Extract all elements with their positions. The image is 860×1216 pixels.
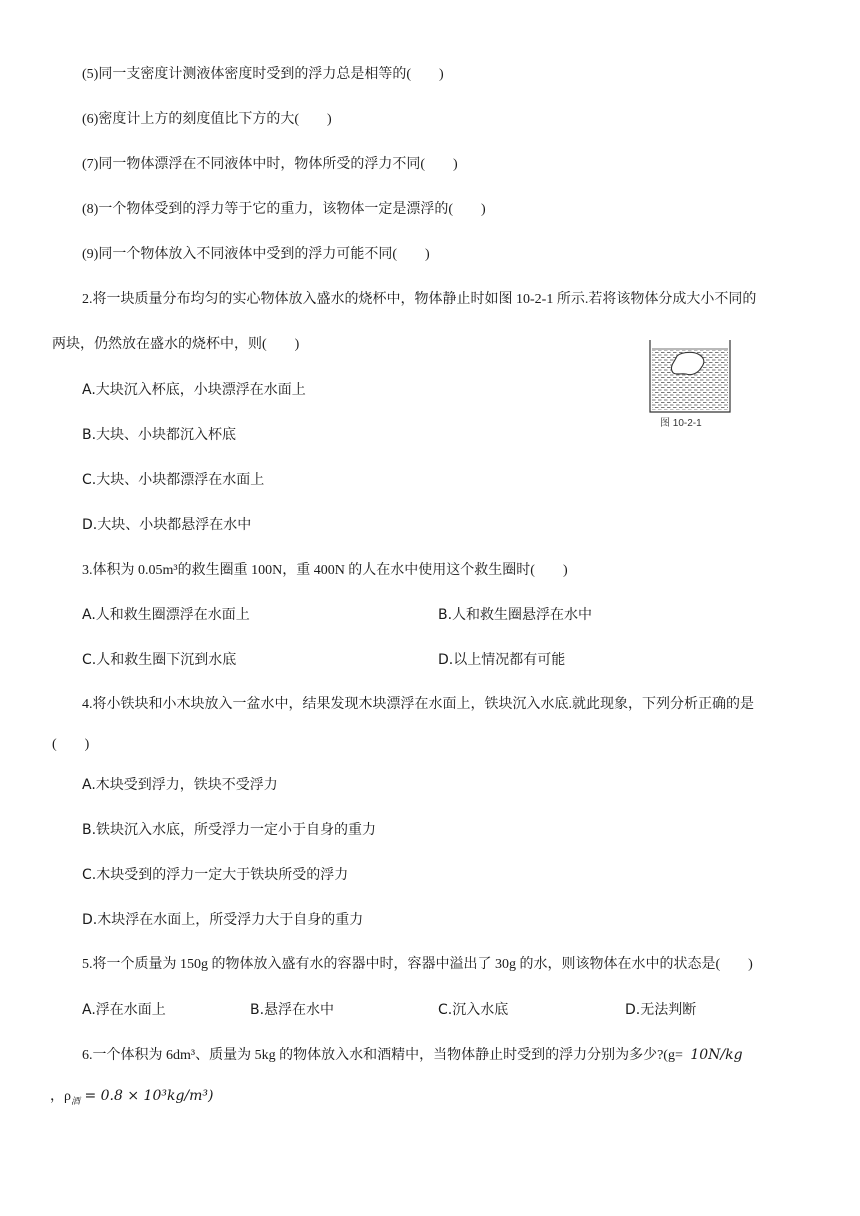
statement-8: (8)一个物体受到的浮力等于它的重力，该物体一定是漂浮的( ) (82, 202, 486, 217)
problem-4-option-a: A.木块受到浮力，铁块不受浮力 (82, 777, 278, 793)
problem-4-option-c: C.木块受到的浮力一定大于铁块所受的浮力 (82, 867, 349, 883)
problem-2-stem-line2: 两块，仍然放在盛水的烧杯中，则( ) (52, 337, 300, 352)
problem-3-option-c: C.人和救生圈下沉到水底 (82, 652, 237, 668)
problem-6-stem-line1 (82, 1046, 743, 1065)
problem-3-option-b: B.人和救生圈悬浮在水中 (438, 607, 593, 623)
problem-2-stem-line1: 2.将一块质量分布均匀的实心物体放入盛水的烧杯中，物体静止时如图 10-2-1 所示.若将该物体分成大小不同的 (82, 292, 757, 307)
problem-2-option-d: D.大块、小块都悬浮在水中 (82, 517, 252, 533)
problem-6-stem-line2 (50, 1087, 213, 1110)
rho-subscript: 酒 (71, 1095, 81, 1106)
problem-5-option-c: C.沉入水底 (438, 1002, 509, 1018)
problem-3-option-a: A.人和救生圈漂浮在水面上 (82, 607, 250, 623)
problem-2-option-b: B.大块、小块都沉入杯底 (82, 427, 237, 443)
problem-5-option-b: B.悬浮在水中 (250, 1002, 335, 1018)
gravity-constant: 10N/kg (690, 1047, 743, 1063)
rho-symbol: ，ρ (50, 1089, 71, 1104)
problem-3-option-d: D.以上情况都有可能 (438, 652, 566, 668)
statement-9: (9)同一个物体放入不同液体中受到的浮力可能不同( ) (82, 247, 430, 262)
problem-2-option-a: A.大块沉入杯底，小块漂浮在水面上 (82, 382, 306, 398)
problem-3-stem: 3.体积为 0.05m³的救生圈重 100N，重 400N 的人在水中使用这个救生圈时( ) (82, 563, 568, 578)
problem-5-option-a: A.浮在水面上 (82, 1002, 166, 1018)
problem-6-text: 6.一个体积为 6dm³、质量为 5kg 的物体放入水和酒精中，当物体静止时受到的浮力分别为多少?(g= (82, 1048, 683, 1063)
statement-5: (5)同一支密度计测液体密度时受到的浮力总是相等的( ) (82, 67, 444, 82)
problem-4-option-b: B.铁块沉入水底，所受浮力一定小于自身的重力 (82, 822, 377, 838)
problem-4-stem-line2: ( ) (52, 737, 90, 752)
problem-5-option-d: D.无法判断 (625, 1002, 697, 1018)
alcohol-density: = 0.8 × 10³kg/m³) (80, 1088, 214, 1104)
problem-4-stem-line1: 4.将小铁块和小木块放入一盆水中，结果发现木块漂浮在水面上，铁块沉入水底.就此现象，下列分析正确的是 (82, 697, 754, 712)
statement-7: (7)同一物体漂浮在不同液体中时，物体所受的浮力不同( ) (82, 157, 458, 172)
problem-2-option-c: C.大块、小块都漂浮在水面上 (82, 472, 265, 488)
figure-caption: 图 10-2-1 (660, 418, 702, 429)
problem-5-stem: 5.将一个质量为 150g 的物体放入盛有水的容器中时，容器中溢出了 30g 的水，则该物体在水中的状态是( ) (82, 957, 753, 972)
beaker-illustration (646, 338, 732, 416)
problem-4-option-d: D.木块浮在水面上，所受浮力大于自身的重力 (82, 912, 364, 928)
statement-6: (6)密度计上方的刻度值比下方的大( ) (82, 112, 332, 127)
